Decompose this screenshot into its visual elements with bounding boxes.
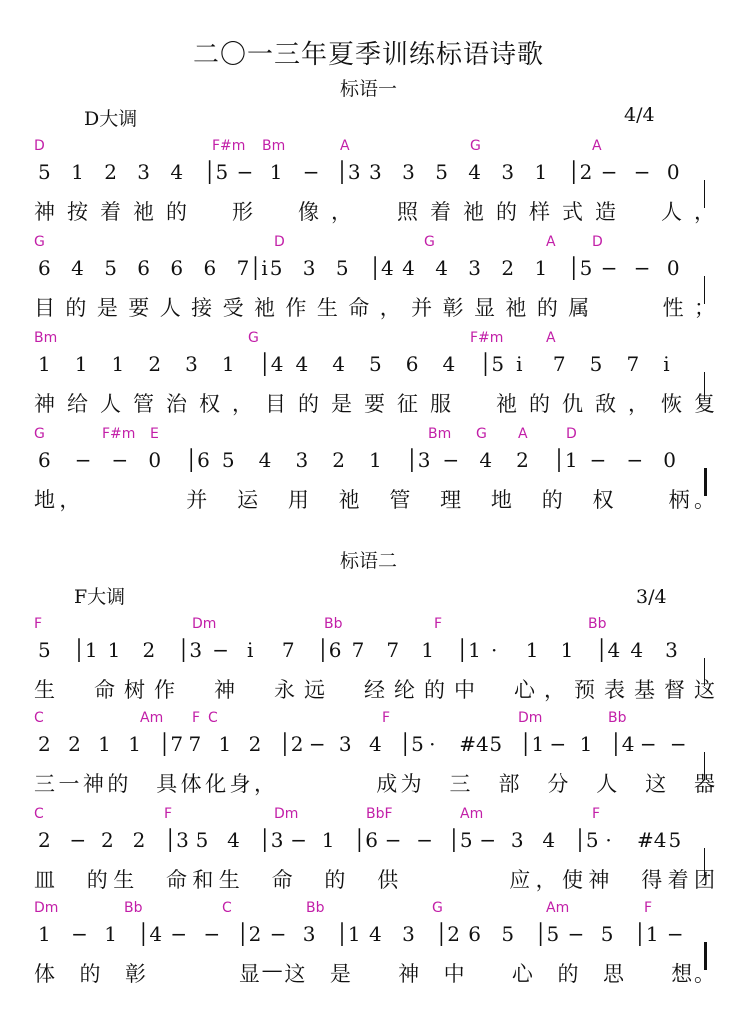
note: 6 <box>170 256 184 280</box>
note: │4 <box>258 352 284 376</box>
note: − <box>74 448 92 472</box>
note: − <box>302 160 320 184</box>
note: 0 <box>148 448 162 472</box>
chord-symbol: C <box>222 900 232 916</box>
note: 1 <box>71 160 84 184</box>
note: 1 <box>38 922 51 946</box>
note: − <box>600 256 618 280</box>
note: 3 <box>468 256 482 280</box>
note: − <box>666 922 684 946</box>
notation-row <box>0 446 737 480</box>
note: 1 <box>74 352 88 376</box>
note: 2 <box>516 448 529 472</box>
chord-symbol: G <box>470 138 481 154</box>
note: 4 <box>468 160 482 184</box>
note: 1 <box>38 352 51 376</box>
note: − <box>669 732 687 756</box>
note: 4 <box>435 256 448 280</box>
note: 2 <box>248 732 262 756</box>
chord-symbol: Am <box>460 806 484 822</box>
chord-symbol: Dm <box>34 900 59 916</box>
chord-row <box>0 710 737 730</box>
note: │1 <box>552 448 578 472</box>
chord-row <box>0 806 737 826</box>
note: 5 <box>104 256 117 280</box>
note: 1 <box>321 828 335 852</box>
note: 1 <box>218 732 232 756</box>
note: 3 <box>302 256 316 280</box>
chord-symbol: A <box>340 138 350 154</box>
note: │3 <box>258 828 284 852</box>
note: │1 <box>72 638 98 662</box>
note: 3 <box>302 922 316 946</box>
note: 2 <box>101 828 114 852</box>
note: │3 <box>335 160 361 184</box>
note: 3 <box>185 352 198 376</box>
note: 7│i <box>236 256 268 280</box>
note: │4 <box>137 922 163 946</box>
chord-symbol: C <box>34 710 44 726</box>
note: · <box>490 638 498 662</box>
note: 1 <box>534 256 548 280</box>
chord-symbol: G <box>34 234 45 250</box>
note: 5 <box>435 160 448 184</box>
note: 2 <box>38 732 51 756</box>
note: 6 <box>38 448 51 472</box>
note: 4 <box>295 352 309 376</box>
chord-symbol: F <box>164 806 173 822</box>
note: 2 <box>132 828 146 852</box>
chord-symbol: Am <box>140 710 164 726</box>
note: 3 <box>402 160 415 184</box>
chord-symbol: A <box>546 330 556 346</box>
s1-line-1: D F#m Bm A G A 5 1 2 3 4 │5 − 1 − │3 3 3 5 4 3 1 │2 − − 0 神 按 着 祂 的 形 像 ， 照 着 祂 的 样 式 造 人 ， <box>0 138 737 228</box>
chord-symbol: F#m <box>470 330 504 346</box>
note: − <box>600 160 618 184</box>
s1-line-3: Bm G F#m A 1 1 1 2 3 1 │4 4 4 5 6 4 │5 i 7 5 7 i 神 给 人 管 治 权 ， 目 的 是 要 征 服 祂 的 仇 敌 ， 恢 复 <box>0 330 737 420</box>
note: │2 <box>567 160 593 184</box>
chord-symbol: F#m <box>212 138 246 154</box>
note: 3 <box>338 732 352 756</box>
note: 5 <box>221 448 235 472</box>
note: 2 <box>148 352 162 376</box>
note: 5 <box>195 828 209 852</box>
note: − <box>170 922 188 946</box>
note: 5 <box>600 922 614 946</box>
note: │1 <box>519 732 545 756</box>
note: 7 <box>626 352 640 376</box>
note: − <box>479 828 497 852</box>
notation-row <box>0 730 737 764</box>
chord-symbol: Bb <box>124 900 143 916</box>
section1-meter: 4/4 <box>624 104 655 126</box>
note: 1 <box>107 638 121 662</box>
song-title: 二〇一三年夏季训练标语诗歌 <box>192 40 544 70</box>
chord-symbol: F#m <box>102 426 136 442</box>
note: 6 <box>137 256 151 280</box>
note: i <box>247 638 254 662</box>
note: │5 <box>447 828 473 852</box>
chord-row <box>0 234 737 254</box>
note: − <box>626 448 644 472</box>
chord-symbol: Bb <box>608 710 627 726</box>
note: 5 <box>38 160 51 184</box>
note: 4 <box>227 828 240 852</box>
chord-symbol: A <box>518 426 528 442</box>
note: 2 <box>38 828 51 852</box>
note: 2 <box>104 160 117 184</box>
section1-heading: 标语一 <box>339 78 397 100</box>
note: 5 <box>335 256 349 280</box>
note: 4 <box>332 352 345 376</box>
note: 1 <box>221 352 235 376</box>
note: 4 <box>542 828 556 852</box>
note: − <box>633 160 651 184</box>
note: − <box>269 922 287 946</box>
chord-symbol: F <box>644 900 653 916</box>
note: 4 <box>479 448 493 472</box>
chord-symbol: Bb <box>588 616 607 632</box>
note: 6 <box>405 352 419 376</box>
note: − <box>212 638 229 662</box>
s2-line-2: C Am F C F Dm Bb 2 2 1 1 │7 7 1 2 │2 − 3 4 │5 · #4 5 │1 − 1 │4 − − 三 一 神 的 具 体 化 身 ， 成 为 三 部 分 人 这 器 <box>0 710 737 800</box>
note: │5 <box>573 828 599 852</box>
section2-key: F大调 <box>74 586 126 608</box>
note: #4 <box>459 732 489 756</box>
note: · <box>605 828 612 852</box>
note: │3 <box>405 448 431 472</box>
note: − <box>549 732 567 756</box>
note: 1 <box>104 922 117 946</box>
note: 3 <box>510 828 524 852</box>
note: 7 <box>386 638 400 662</box>
notation-row <box>0 254 737 288</box>
note: 3 <box>295 448 309 472</box>
note: − <box>567 922 585 946</box>
note: 1 <box>269 160 283 184</box>
note: − <box>203 922 221 946</box>
note: 2 <box>142 638 156 662</box>
chord-symbol: G <box>476 426 487 442</box>
note: │1 <box>456 638 481 662</box>
note: 1 <box>128 732 141 756</box>
note: 6 <box>38 256 51 280</box>
note: − <box>111 448 129 472</box>
chord-symbol: F <box>592 806 601 822</box>
note: 3 <box>402 922 415 946</box>
note: − <box>633 256 651 280</box>
note: 4 <box>258 448 272 472</box>
chord-symbol: E <box>150 426 159 442</box>
note: − <box>416 828 434 852</box>
note: 5 <box>589 352 603 376</box>
section2-heading: 标语二 <box>339 550 397 572</box>
chord-symbol: G <box>424 234 435 250</box>
chord-symbol: A <box>592 138 602 154</box>
note: 0 <box>663 448 676 472</box>
note: − <box>384 828 402 852</box>
note: │7 <box>158 732 184 756</box>
note: │3 <box>164 828 189 852</box>
note: 2 <box>332 448 345 472</box>
note: │4 <box>609 732 635 756</box>
note: │5 <box>534 922 560 946</box>
note: i <box>663 352 670 376</box>
chord-symbol: F <box>434 616 443 632</box>
note: 1 <box>525 638 539 662</box>
note: 3 <box>137 160 151 184</box>
s1-line-4: G F#m E Bm G A D 6 − − 0 │6 5 4 3 2 1 │3 − 4 2 │1 − − 0 地 ， 并 运 用 祂 管 理 地 的 权 柄 。 <box>0 426 737 516</box>
chord-symbol: Bm <box>34 330 58 346</box>
note: 1 <box>111 352 125 376</box>
note: − <box>290 828 307 852</box>
note: 2 <box>501 256 515 280</box>
chord-symbol: F <box>192 710 201 726</box>
note: │6 <box>316 638 342 662</box>
note: 3 <box>369 160 382 184</box>
note: │2 <box>236 922 262 946</box>
note: 1 <box>369 448 382 472</box>
chord-row <box>0 426 737 446</box>
note: 4 <box>402 256 415 280</box>
note: − <box>236 160 254 184</box>
s2-line-4: Dm Bb C Bb G Am F 1 − 1 │4 − − │2 − 3 │1 4 3 │2 6 5 │5 − 5 │1 − 体 的 彰 显 — 这 是 神 中 心 的 思 想 。 <box>0 900 737 990</box>
note: │4 <box>369 256 394 280</box>
chord-symbol: Bm <box>262 138 286 154</box>
note: − <box>308 732 326 756</box>
note: │1 <box>335 922 361 946</box>
note: 5 <box>668 828 682 852</box>
note: │2 <box>435 922 460 946</box>
note: 5 <box>369 352 382 376</box>
note: 7 <box>552 352 566 376</box>
chord-row <box>0 138 737 158</box>
note: 0 <box>666 256 680 280</box>
note: │1 <box>633 922 659 946</box>
chord-symbol: Dm <box>274 806 299 822</box>
chord-row <box>0 616 737 636</box>
note: 6 <box>203 256 217 280</box>
chord-symbol: Bb <box>306 900 325 916</box>
chord-symbol: G <box>34 426 45 442</box>
chord-symbol: F <box>34 616 43 632</box>
note: 4 <box>369 922 382 946</box>
note: │5 <box>203 160 229 184</box>
note: │5 <box>399 732 424 756</box>
note: 4 <box>442 352 456 376</box>
chord-symbol: D <box>34 138 45 154</box>
note: 5 <box>38 638 51 662</box>
note: 7 <box>188 732 202 756</box>
note: 7 <box>281 638 295 662</box>
note: 0 <box>666 160 680 184</box>
note: │3 <box>177 638 203 662</box>
note: − <box>69 828 87 852</box>
note: 4 <box>369 732 382 756</box>
section2-meter: 3/4 <box>636 586 667 608</box>
notation-row <box>0 350 737 384</box>
note: 1 <box>560 638 574 662</box>
note: 5 <box>489 732 503 756</box>
note: 4 <box>71 256 84 280</box>
note: − <box>442 448 460 472</box>
note: − <box>639 732 657 756</box>
chord-symbol: F <box>382 710 391 726</box>
note: 6 <box>468 922 482 946</box>
chord-symbol: D <box>274 234 285 250</box>
chord-symbol: C <box>34 806 44 822</box>
note: 7 <box>351 638 365 662</box>
chord-symbol: A <box>546 234 556 250</box>
note: │5 <box>567 256 593 280</box>
note: 1 <box>534 160 548 184</box>
note: 5 <box>501 922 515 946</box>
note: − <box>589 448 607 472</box>
chord-symbol: Bm <box>428 426 452 442</box>
section1-key: D大调 <box>84 108 138 130</box>
notation-row <box>0 158 737 192</box>
note: 5 <box>269 256 283 280</box>
note: 2 <box>68 732 81 756</box>
note: 1 <box>98 732 111 756</box>
chord-symbol: Bb <box>324 616 343 632</box>
notation-row <box>0 920 737 954</box>
chord-symbol: G <box>248 330 259 346</box>
notation-row <box>0 826 737 860</box>
note: 4 <box>630 638 644 662</box>
chord-row <box>0 330 737 350</box>
note: · <box>429 732 436 756</box>
note: │2 <box>278 732 304 756</box>
note: 1 <box>579 732 593 756</box>
chord-symbol: Dm <box>518 710 543 726</box>
note: 4 <box>170 160 184 184</box>
s2-line-3: C F Dm BbF Am F 2 − 2 2 │3 5 4 │3 − 1 │6 − − │5 − 3 4 │5 · #4 5 皿 的 生 命 和 生 命 的 供 应 ， 使 神 得 着 团 <box>0 806 737 896</box>
chord-symbol: D <box>566 426 577 442</box>
note: 3 <box>501 160 515 184</box>
chord-symbol: G <box>432 900 443 916</box>
note: 3 <box>665 638 678 662</box>
s1-line-2: G D G A D 6 4 5 6 6 6 7│i 5 3 5 │4 4 4 3 2 1 │5 − − 0 目 的 是 要 人 接 受 祂 作 生 命 ， 并 彰 显 祂 的 属 性 ； <box>0 234 737 324</box>
notation-row <box>0 636 737 670</box>
note: 1 <box>421 638 434 662</box>
s2-line-1: F Dm Bb F Bb 5 │1 1 2 │3 − i 7 │6 7 7 1 │1 · 1 1 │4 4 3 生 命 树 作 神 永 远 经 纶 的 中 心 ， 预 表 基 督 这 <box>0 616 737 706</box>
note: #4 <box>636 828 667 852</box>
chord-symbol: Am <box>546 900 570 916</box>
chord-symbol: Dm <box>192 616 217 632</box>
chord-symbol: BbF <box>366 806 393 822</box>
note: │5 <box>479 352 505 376</box>
note: i <box>516 352 523 376</box>
chord-row <box>0 900 737 920</box>
note: │6 <box>185 448 210 472</box>
chord-symbol: D <box>592 234 603 250</box>
chord-symbol: C <box>208 710 218 726</box>
note: − <box>71 922 88 946</box>
note: │6 <box>353 828 378 852</box>
note: │4 <box>595 638 621 662</box>
